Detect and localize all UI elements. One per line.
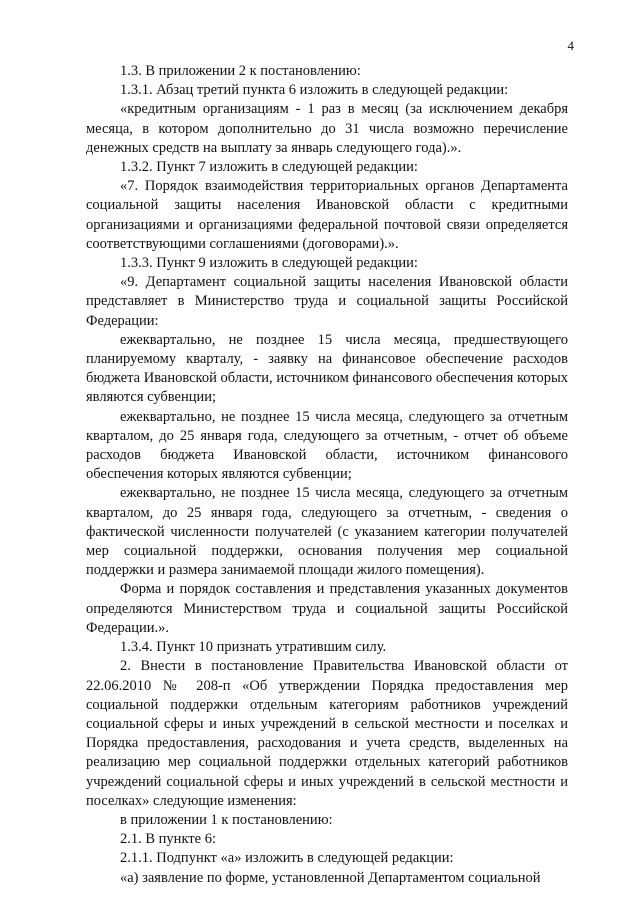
paragraph-2-1-1: 2.1.1. Подпункт «а» изложить в следующей редакции:: [120, 850, 454, 867]
paragraph-quote-credit-orgs: «кредитным организациям - 1 раз в месяц (за исключением декабря месяца, в котором дополнительно до 31 числа возможно перечисление денежных средств на выплату за январь следующего года).».: [86, 101, 568, 156]
paragraph-quote-9: «9. Департамент социальной защиты населения Ивановской области представляет в Министерство труда и социальной защиты Российской Федерации:: [86, 274, 568, 329]
paragraph-quote-a: «а) заявление по форме, установленной Департаментом социальной: [120, 869, 541, 886]
paragraph-quarterly-request: ежеквартально, не позднее 15 числа месяца, предшествующего планируемому кварталу, - заявку на финансовое обеспечение расходов бюджета Ивановской области, источником финансового обеспечения которых являются субвенции;: [86, 331, 568, 406]
paragraph-quarterly-info: ежеквартально, не позднее 15 числа месяца, следующего за отчетным кварталом, до 25 января года, следующего за отчетным, - сведения о фактической численности получателей (с указанием категории получателей мер социальной поддержки, основания получения мер социальной поддержки и размера занимаемой площади жилого помещения).: [86, 485, 568, 579]
paragraph-1-3-2: 1.3.2. Пункт 7 изложить в следующей редакции:: [120, 159, 418, 176]
paragraph-1-3-3: 1.3.3. Пункт 9 изложить в следующей редакции:: [120, 255, 418, 272]
paragraph-2: 2. Внести в постановление Правительства Ивановской области от 22.06.2010 № 208-п «Об утверждении Порядка предоставления мер социальной поддержки отдельным категориям работников учреждений социальной сферы и иных учреждений в сельской местности и поселках и Порядка предоставления, расходования и учета средств, выделенных на реализацию мер социальной поддержки отдельных категорий работников учреждений социальной сферы и иных учреждений в сельской местности и поселках» следующие изменения:: [86, 658, 568, 809]
page-number: 4: [567, 38, 574, 53]
paragraph-2-1: 2.1. В пункте 6:: [120, 831, 216, 848]
paragraph-1-3-1: 1.3.1. Абзац третий пункта 6 изложить в следующей редакции:: [120, 82, 509, 99]
paragraph-quote-7: «7. Порядок взаимодействия территориальных органов Департамента социальной защиты населения Ивановской области с кредитными организациями и организациями федеральной почтовой связи определяется соответствующими соглашениями (договорами).».: [86, 178, 568, 252]
paragraph-appendix-1: в приложении 1 к постановлению:: [120, 811, 333, 828]
paragraph-1-3-4: 1.3.4. Пункт 10 признать утратившим силу.: [120, 639, 387, 656]
paragraph-quarterly-report: ежеквартально, не позднее 15 числа месяца, следующего за отчетным кварталом, до 25 января года, следующего за отчетным, - отчет об объеме расходов бюджета Ивановской области, источником финансового обеспечения которых являются субвенции;: [86, 408, 568, 483]
paragraph-1-3: 1.3. В приложении 2 к постановлению:: [120, 63, 361, 79]
document-body: [86, 62, 568, 888]
paragraph-form-order: Форма и порядок составления и представления указанных документов определяются Министерством труда и социальной защиты Российской Федерации.».: [86, 581, 568, 636]
